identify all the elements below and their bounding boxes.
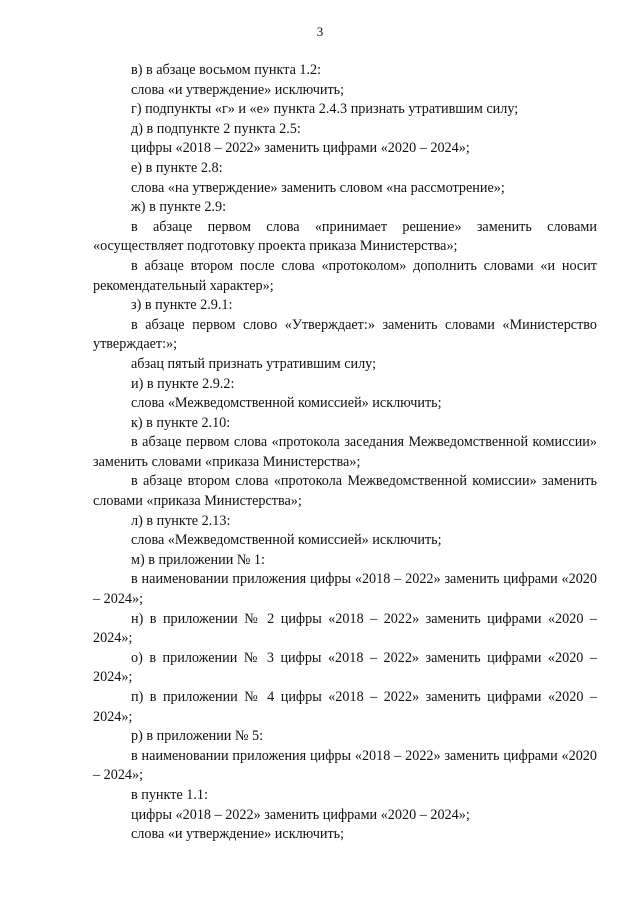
document-body: [93, 61, 597, 845]
paragraph: в наименовании приложения цифры «2018 – 2022» заменить цифрами «2020 – 2024»;: [93, 747, 597, 784]
paragraph-r-item: р) в приложении № 5:: [131, 728, 264, 745]
paragraph-l-item: л) в пункте 2.13:: [131, 512, 231, 529]
paragraph-k-item: к) в пункте 2.10:: [131, 414, 231, 431]
paragraph-z-item: з) в пункте 2.9.1:: [131, 297, 233, 314]
paragraph-o-item: о) в приложении № 3 цифры «2018 – 2022» заменить цифрами «2020 – 2024»;: [93, 649, 597, 686]
paragraph: слова «и утверждение» исключить;: [131, 81, 345, 98]
paragraph: слова «Межведомственной комиссией» исключить;: [131, 532, 442, 549]
paragraph: слова «и утверждение» исключить;: [131, 826, 345, 843]
paragraph-e-item: е) в пункте 2.8:: [131, 159, 223, 176]
paragraph: в абзаце первом слова «протокола заседания Межведомственной комиссии» заменить словами «приказа Министерства»;: [93, 434, 597, 470]
paragraph: в абзаце втором слова «протокола Межведомственной комиссии» заменить словами «приказа Министерства»;: [93, 473, 597, 510]
paragraph-p-item: п) в приложении № 4 цифры «2018 – 2022» заменить цифрами «2020 – 2024»;: [93, 689, 597, 725]
paragraph-v-item: в) в абзаце восьмом пункта 1.2:: [131, 62, 322, 78]
paragraph: в абзаце первом слова «принимает решение» заменить словами «осуществляет подготовку проекта приказа Министерства»;: [93, 218, 597, 255]
paragraph: цифры «2018 – 2022» заменить цифрами «2020 – 2024»;: [131, 806, 470, 823]
paragraph-zh-item: ж) в пункте 2.9:: [131, 199, 227, 216]
page-number: 3: [316, 24, 324, 39]
paragraph: слова «на утверждение» заменить словом «на рассмотрение»;: [131, 179, 505, 196]
paragraph-d-item: д) в подпункте 2 пункта 2.5:: [131, 120, 301, 137]
paragraph-g-item: г) подпункты «г» и «е» пункта 2.4.3 признать утратившим силу;: [131, 101, 519, 118]
paragraph-n-item: н) в приложении № 2 цифры «2018 – 2022» заменить цифрами «2020 – 2024»;: [93, 610, 597, 647]
paragraph: в пункте 1.1:: [131, 786, 208, 803]
paragraph: в абзаце первом слово «Утверждает:» заменить словами «Министерство утверждает:»;: [93, 316, 597, 353]
paragraph: цифры «2018 – 2022» заменить цифрами «2020 – 2024»;: [131, 140, 470, 157]
paragraph: абзац пятый признать утратившим силу;: [131, 355, 377, 372]
paragraph-m-item: м) в приложении № 1:: [131, 551, 265, 568]
paragraph: слова «Межведомственной комиссией» исключить;: [131, 395, 442, 412]
paragraph-i-item: и) в пункте 2.9.2:: [131, 375, 235, 392]
paragraph: в наименовании приложения цифры «2018 – 2022» заменить цифрами «2020 – 2024»;: [93, 571, 597, 608]
paragraph: в абзаце втором после слова «протоколом» дополнить словами «и носит рекомендательный характер»;: [93, 257, 597, 294]
